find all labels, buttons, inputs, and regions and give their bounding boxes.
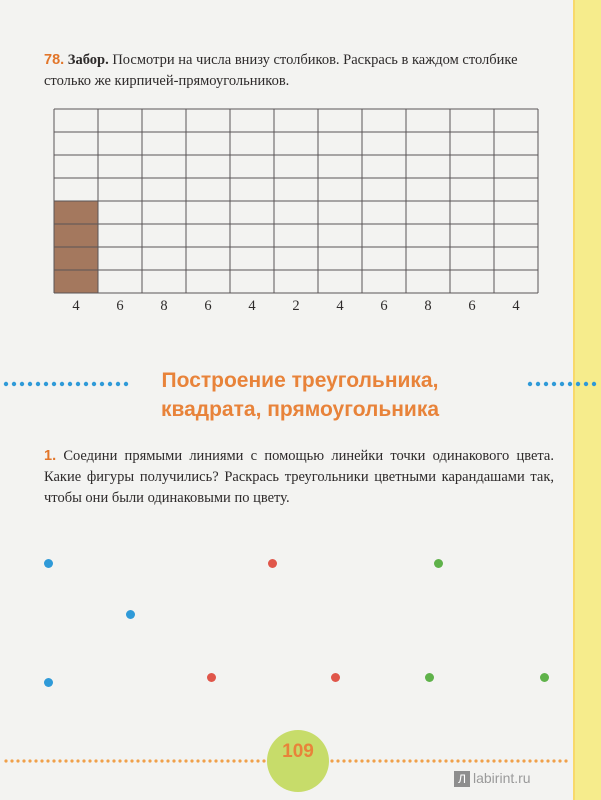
decor-dot [100, 759, 103, 762]
section-heading [100, 366, 500, 424]
decor-dot [190, 759, 193, 762]
decor-dot [480, 759, 483, 762]
decor-dot [504, 759, 507, 762]
decor-dot [10, 759, 13, 762]
decor-dot [106, 759, 109, 762]
decor-dot [576, 382, 580, 386]
decor-dot [262, 759, 265, 762]
decor-dot [232, 759, 235, 762]
section-heading-line-2: квадрата, прямоугольника [160, 398, 440, 421]
decor-dot [426, 759, 429, 762]
task-text: Посмотри на числа внизу столбиков. Раскрась в каждом столбике столько же кирпичей-прямоугольников. [44, 52, 518, 89]
decor-dot [238, 759, 241, 762]
decor-dot [462, 759, 465, 762]
green-dot[interactable] [434, 559, 443, 568]
decor-dot [544, 382, 548, 386]
decor-dot [450, 759, 453, 762]
decor-dot [68, 382, 72, 386]
decor-dot [372, 759, 375, 762]
decor-dot [560, 382, 564, 386]
decor-dot [184, 759, 187, 762]
decor-dot [112, 759, 115, 762]
blue-dot[interactable] [44, 678, 53, 687]
decor-dot [60, 382, 64, 386]
column-number: 6 [116, 298, 124, 314]
column-numbers [53, 298, 539, 318]
decor-dot [438, 759, 441, 762]
green-dot[interactable] [540, 673, 549, 682]
decor-dot [584, 382, 588, 386]
decor-dot [52, 382, 56, 386]
decor-dot [40, 759, 43, 762]
decor-dot [82, 759, 85, 762]
decor-dot [142, 759, 145, 762]
decor-dot [528, 382, 532, 386]
decor-dot [354, 759, 357, 762]
task-number: 78. [44, 52, 65, 68]
decor-dot [534, 759, 537, 762]
decor-dot [408, 759, 411, 762]
column-number: 4 [336, 298, 344, 314]
decor-dot [336, 759, 339, 762]
decor-dot [58, 759, 61, 762]
decor-dot [564, 759, 567, 762]
column-number: 4 [248, 298, 256, 314]
decor-dot [70, 759, 73, 762]
column-number: 4 [72, 298, 80, 314]
decor-dot [196, 759, 199, 762]
decor-dot [214, 759, 217, 762]
decor-dot [136, 759, 139, 762]
decor-dot [540, 759, 543, 762]
task-text: Соедини прямыми линиями с помощью линейки точки одинакового цвета. Какие фигуры получились? Раскрась треугольники цветными карандашами так, чтобы они были одинаковыми по цвету. [44, 448, 554, 506]
decor-dot [16, 759, 19, 762]
column-number: 6 [380, 298, 388, 314]
column-number: 8 [160, 298, 168, 314]
decor-dot [402, 759, 405, 762]
section-heading-line-1: Построение треугольника, [161, 369, 439, 392]
decor-dot [12, 382, 16, 386]
decor-dot [28, 759, 31, 762]
decor-dot [94, 759, 97, 762]
red-dot[interactable] [207, 673, 216, 682]
filled-brick[interactable] [54, 201, 98, 224]
decor-dot [378, 759, 381, 762]
decor-dot [444, 759, 447, 762]
decor-dot [510, 759, 513, 762]
decor-dot [88, 759, 91, 762]
fence-grid[interactable] [53, 108, 539, 294]
watermark-logo: Л [454, 771, 470, 787]
blue-dot[interactable] [44, 559, 53, 568]
decor-dot [568, 382, 572, 386]
column-number: 6 [204, 298, 212, 314]
filled-brick[interactable] [54, 270, 98, 293]
decor-dot [456, 759, 459, 762]
decor-dot [396, 759, 399, 762]
decor-dot [330, 759, 333, 762]
decor-dot [546, 759, 549, 762]
decor-dot [528, 759, 531, 762]
green-dot[interactable] [425, 673, 434, 682]
decor-dot [558, 759, 561, 762]
decor-dot [28, 382, 32, 386]
task-78 [44, 50, 554, 92]
watermark-text: labirint.ru [473, 770, 531, 786]
decor-dot [390, 759, 393, 762]
filled-brick[interactable] [54, 224, 98, 247]
decor-dot [342, 759, 345, 762]
decor-dot [432, 759, 435, 762]
decor-dot [34, 759, 37, 762]
decor-dot [552, 759, 555, 762]
decor-dot [22, 759, 25, 762]
decor-dot [20, 382, 24, 386]
page-number: 109 [282, 741, 314, 762]
decor-dot [348, 759, 351, 762]
decor-dot [592, 382, 596, 386]
decor-dot [166, 759, 169, 762]
decor-dot [226, 759, 229, 762]
task-title: Забор. [67, 52, 109, 68]
decor-dot [202, 759, 205, 762]
column-number: 6 [468, 298, 476, 314]
decor-dot [492, 759, 495, 762]
column-number: 2 [292, 298, 300, 314]
decor-dot [516, 759, 519, 762]
decor-dot [522, 759, 525, 762]
decor-dot [220, 759, 223, 762]
decor-dot [130, 759, 133, 762]
decor-dot [44, 382, 48, 386]
decor-dot [52, 759, 55, 762]
decor-dot [552, 382, 556, 386]
decor-dot [486, 759, 489, 762]
red-dot[interactable] [331, 673, 340, 682]
decor-dot [46, 759, 49, 762]
watermark [454, 770, 531, 787]
decor-dot [64, 759, 67, 762]
page-edge-band [575, 0, 601, 800]
decor-dot [250, 759, 253, 762]
decor-dot [360, 759, 363, 762]
decor-dot [154, 759, 157, 762]
decor-dot [178, 759, 181, 762]
column-number: 4 [512, 298, 520, 314]
decor-dot [536, 382, 540, 386]
decor-dot [160, 759, 163, 762]
decor-dot [36, 382, 40, 386]
decor-dot [172, 759, 175, 762]
decor-dot [420, 759, 423, 762]
decor-dot [4, 759, 7, 762]
decor-dot [256, 759, 259, 762]
decor-dot [498, 759, 501, 762]
decor-dot [474, 759, 477, 762]
decor-dot [118, 759, 121, 762]
decor-dot [414, 759, 417, 762]
decor-dot [244, 759, 247, 762]
decor-dot [92, 382, 96, 386]
decor-dot [84, 382, 88, 386]
decor-dot [4, 382, 8, 386]
decor-dot [148, 759, 151, 762]
task-number: 1. [44, 448, 57, 464]
decor-dot [76, 382, 80, 386]
decor-dot [124, 759, 127, 762]
decor-dot [468, 759, 471, 762]
decor-dot [76, 759, 79, 762]
column-number: 8 [424, 298, 432, 314]
filled-brick[interactable] [54, 247, 98, 270]
decor-dot [384, 759, 387, 762]
decor-dot [366, 759, 369, 762]
decor-dot [208, 759, 211, 762]
fence-grid-svg[interactable] [53, 108, 539, 294]
task-1 [44, 446, 554, 509]
blue-dot[interactable] [126, 610, 135, 619]
red-dot[interactable] [268, 559, 277, 568]
